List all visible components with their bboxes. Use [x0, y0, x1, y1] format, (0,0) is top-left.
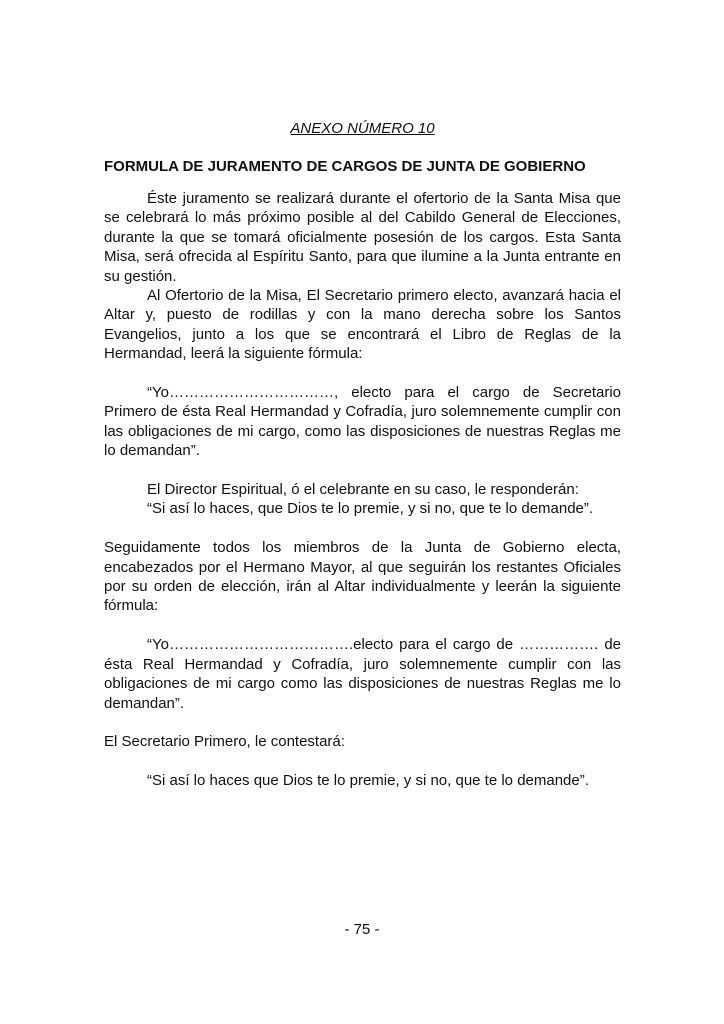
paragraph-secretary-reply-intro: El Secretario Primero, le contestará:	[104, 733, 345, 751]
paragraph-secretary-procedure: Al Ofertorio de la Misa, El Secretario primero electo, avanzará hacia el Altar y, puesto de rodillas y con la mano derecha sobre los Santos Evangelios, junto a los que se encontrará el Libro de Reglas de la Hermandad, leerá la siguiente fórmula:	[104, 287, 621, 363]
annex-title: ANEXO NÚMERO 10	[290, 120, 435, 137]
paragraph-director-response-intro: El Director Espiritual, ó el celebrante en su caso, le responderán:	[147, 481, 579, 499]
paragraph-director-response: “Si así lo haces, que Dios te lo premie, y si no, que te lo demande”.	[147, 500, 594, 518]
paragraph-secretary-oath: “Yo……………………………, electo para el cargo de Secretario Primero de ésta Real Hermandad y Cofradía, juro solemnemente cumplir con las obligaciones de mi cargo, como las disposiciones de nuestras Reglas me lo demandan”.	[104, 384, 621, 460]
paragraph-members-oath: “Yo……………………………….electo para el cargo de ……………. de ésta Real Hermandad y Cofradía, juro solemnemente cumplir con las obligaciones de mi cargo como las disposiciones de nuestras Reglas me lo demandan”.	[104, 636, 621, 712]
paragraph-intro: Éste juramento se realizará durante el ofertorio de la Santa Misa que se celebrará lo más próximo posible al del Cabildo General de Elecciones, durante la que se tomará oficialmente posesión de los cargos. Esta Santa Misa, será ofrecida al Espíritu Santo, para que ilumine a la Junta entrante en su gestión.	[104, 190, 621, 285]
page-content	[104, 119, 621, 791]
paragraph-members-procedure: Seguidamente todos los miembros de la Junta de Gobierno electa, encabezados por el Hermano Mayor, al que seguirán los restantes Oficiales por su orden de elección, irán al Altar individualmente y leerán la siguiente fórmula:	[104, 539, 621, 615]
main-title: FORMULA DE JURAMENTO DE CARGOS DE JUNTA DE GOBIERNO	[104, 158, 586, 175]
page-number: - 75 -	[344, 921, 380, 938]
paragraph-secretary-reply: “Si así lo haces que Dios te lo premie, y si no, que te lo demande”.	[147, 772, 589, 790]
